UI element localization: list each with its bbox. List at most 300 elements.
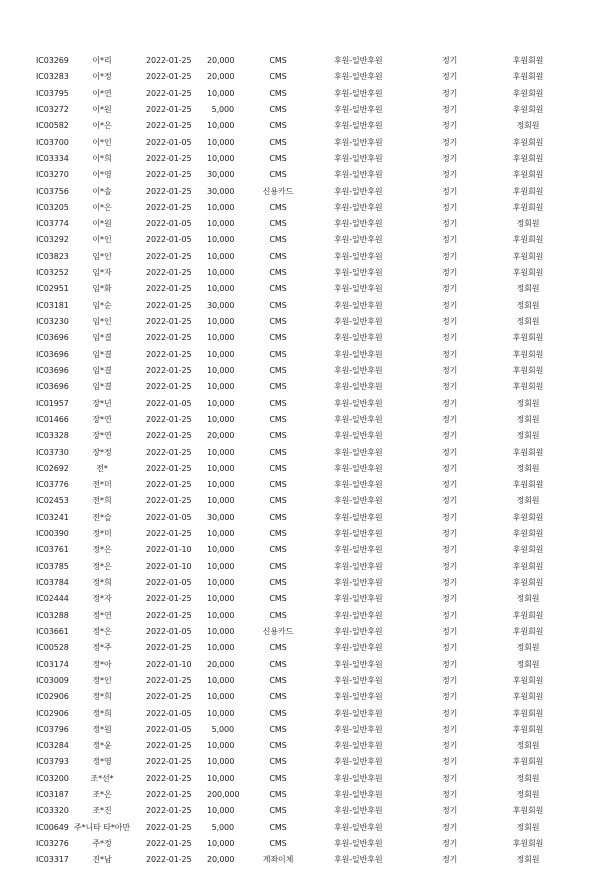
member-id-cell: IC03230 — [36, 317, 69, 326]
donation-type-cell: 후원-일반후원 — [334, 594, 383, 604]
table-row: IC00582 이*은 2022-01-25 10,000 CMS 후원-일반후원 정기 정회원 — [0, 118, 600, 134]
member-id-cell: IC03334 — [36, 153, 69, 163]
cycle-cell: 정기 — [442, 447, 458, 457]
table-row: IC03317 진*남 2022-01-25 20,000 계좌이체 후원-일반후원 정기 정회원 — [0, 852, 600, 868]
payment-date-cell: 2022-01-25 — [146, 153, 192, 163]
amount-cell: 10,000 — [207, 137, 235, 147]
amount-cell: 10,000 — [207, 757, 235, 767]
member-id-cell: IC03317 — [36, 855, 69, 865]
donation-type-cell: 후원-일반후원 — [334, 365, 383, 375]
member-id-cell: IC03205 — [36, 202, 69, 212]
payment-date-cell: 2022-01-25 — [146, 594, 192, 604]
member-id-cell: IC03284 — [36, 741, 69, 751]
payment-date-cell: 2022-01-25 — [146, 300, 192, 310]
member-id-cell: IC02692 — [36, 463, 69, 473]
amount-cell: 10,000 — [207, 463, 235, 473]
donation-type-cell: 후원-일반후원 — [334, 72, 383, 82]
amount-cell: 10,000 — [207, 626, 235, 636]
member-id-cell: IC03776 — [36, 480, 69, 490]
cycle-cell: 정기 — [442, 333, 458, 343]
table-row: IC02453 전*희 2022-01-25 10,000 CMS 후원-일반후원 정기 정회원 — [0, 493, 600, 509]
amount-cell: 20,000 — [207, 56, 235, 65]
table-row: IC03774 이*원 2022-01-05 10,000 CMS 후원-일반후원 정기 정회원 — [0, 216, 600, 232]
amount-cell: 10,000 — [207, 806, 235, 816]
member-id-cell: IC03320 — [36, 806, 69, 816]
amount-cell: 10,000 — [207, 447, 235, 457]
member-id-cell: IC03292 — [36, 235, 69, 245]
member-id-cell: IC00649 — [36, 822, 69, 832]
member-id-cell: IC03200 — [36, 773, 69, 783]
payment-date-cell: 2022-01-25 — [146, 463, 192, 473]
cycle-cell: 정기 — [442, 643, 458, 653]
member-id-cell: IC03270 — [36, 170, 69, 180]
table-row: IC03796 정*원 2022-01-05 5,000 CMS 후원-일반후원 정기 후원회원 — [0, 722, 600, 738]
member-id-cell: IC03793 — [36, 757, 69, 767]
cycle-cell: 정기 — [442, 186, 458, 196]
donation-type-cell: 후원-일반후원 — [334, 88, 383, 98]
amount-cell: 10,000 — [207, 251, 235, 261]
cycle-cell: 정기 — [442, 594, 458, 604]
table-row: IC03288 정*연 2022-01-25 10,000 CMS 후원-일반후원 정기 후원회원 — [0, 608, 600, 624]
payment-date-cell: 2022-01-25 — [146, 692, 192, 702]
table-row: IC03276 주*정 2022-01-25 10,000 CMS 후원-일반후원 정기 후원회원 — [0, 836, 600, 852]
member-id-cell: IC03730 — [36, 447, 69, 457]
table-row: IC03696 임*결 2022-01-25 10,000 CMS 후원-일반후원 정기 후원회원 — [0, 347, 600, 363]
table-row: IC02906 정*희 2022-01-05 10,000 CMS 후원-일반후원 정기 후원회원 — [0, 706, 600, 722]
payment-date-cell: 2022-01-05 — [146, 137, 192, 147]
amount-cell: 10,000 — [207, 643, 235, 653]
payment-date-cell: 2022-01-25 — [146, 610, 192, 620]
amount-cell: 10,000 — [207, 708, 235, 718]
payment-date-cell: 2022-01-25 — [146, 773, 192, 783]
donation-type-cell: 후원-일반후원 — [334, 626, 383, 636]
member-id-cell: IC03823 — [36, 251, 69, 261]
table-row: IC03795 이*연 2022-01-25 10,000 CMS 후원-일반후원 정기 후원회원 — [0, 86, 600, 102]
cycle-cell: 정기 — [442, 431, 458, 441]
donation-type-cell: 후원-일반후원 — [334, 382, 383, 392]
member-id-cell: IC03269 — [36, 56, 69, 65]
payment-date-cell: 2022-01-10 — [146, 659, 192, 669]
payment-date-cell: 2022-01-25 — [146, 104, 192, 114]
payment-date-cell: 2022-01-25 — [146, 284, 192, 294]
cycle-cell: 정기 — [442, 398, 458, 408]
payment-date-cell: 2022-01-25 — [146, 349, 192, 359]
table-row: IC03334 이*희 2022-01-25 10,000 CMS 후원-일반후원 정기 후원회원 — [0, 151, 600, 167]
donation-type-cell: 후원-일반후원 — [334, 790, 383, 800]
amount-cell: 30,000 — [207, 170, 235, 180]
cycle-cell: 정기 — [442, 365, 458, 375]
table-row: IC03292 이*인 2022-01-05 10,000 CMS 후원-일반후원 정기 후원회원 — [0, 232, 600, 248]
payment-date-cell: 2022-01-05 — [146, 708, 192, 718]
member-id-cell: IC03661 — [36, 626, 69, 636]
donation-type-cell: 후원-일반후원 — [334, 741, 383, 751]
amount-cell: 10,000 — [207, 284, 235, 294]
member-id-cell: IC03187 — [36, 790, 69, 800]
table-row: IC03320 조*진 2022-01-25 10,000 CMS 후원-일반후원 정기 후원회원 — [0, 803, 600, 819]
donation-type-cell: 후원-일반후원 — [334, 447, 383, 457]
cycle-cell: 정기 — [442, 675, 458, 685]
member-id-cell: IC03756 — [36, 186, 69, 196]
member-id-cell: IC02453 — [36, 496, 69, 506]
cycle-cell: 정기 — [442, 219, 458, 229]
cycle-cell: 정기 — [442, 414, 458, 424]
amount-cell: 10,000 — [207, 839, 235, 848]
donation-type-cell: 후원-일반후원 — [334, 431, 383, 441]
member-id-cell: IC02444 — [36, 594, 69, 604]
payment-date-cell: 2022-01-25 — [146, 251, 192, 261]
table-row: IC03730 장*정 2022-01-25 10,000 CMS 후원-일반후원 정기 후원회원 — [0, 445, 600, 461]
table-row: IC01957 장*년 2022-01-05 10,000 CMS 후원-일반후원 정기 정회원 — [0, 396, 600, 412]
donation-type-cell: 후원-일반후원 — [334, 268, 383, 278]
amount-cell: 5,000 — [211, 104, 234, 114]
cycle-cell: 정기 — [442, 724, 458, 734]
donation-type-cell: 후원-일반후원 — [334, 512, 383, 522]
payment-date-cell: 2022-01-25 — [146, 480, 192, 490]
amount-cell: 10,000 — [207, 365, 235, 375]
member-id-cell: IC02906 — [36, 708, 69, 718]
table-row: IC03187 조*은 2022-01-25 200,000 CMS 후원-일반후원 정기 정회원 — [0, 787, 600, 803]
cycle-cell: 정기 — [442, 170, 458, 180]
table-row: IC00528 정*주 2022-01-25 10,000 CMS 후원-일반후원 정기 정회원 — [0, 640, 600, 656]
member-id-cell: IC03696 — [36, 333, 69, 343]
donation-type-cell: 후원-일반후원 — [334, 659, 383, 669]
cycle-cell: 정기 — [442, 741, 458, 751]
payment-date-cell: 2022-01-25 — [146, 88, 192, 98]
cycle-cell: 정기 — [442, 251, 458, 261]
table-row: IC02951 임*화 2022-01-25 10,000 CMS 후원-일반후원 정기 정회원 — [0, 281, 600, 297]
payment-date-cell: 2022-01-05 — [146, 235, 192, 245]
payment-date-cell: 2022-01-25 — [146, 741, 192, 751]
table-row: IC03661 정*은 2022-01-05 10,000 신용카드 후원-일반후원 정기 후원회원 — [0, 624, 600, 640]
member-id-cell: IC03696 — [36, 382, 69, 392]
cycle-cell: 정기 — [442, 610, 458, 620]
cycle-cell: 정기 — [442, 692, 458, 702]
donation-type-cell: 후원-일반후원 — [334, 529, 383, 539]
payment-date-cell: 2022-01-25 — [146, 529, 192, 539]
member-id-cell: IC03761 — [36, 545, 69, 555]
cycle-cell: 정기 — [442, 496, 458, 506]
table-row: IC03269 이*리 2022-01-25 20,000 CMS 후원-일반후원 정기 후원회원 — [0, 53, 600, 69]
member-id-cell: IC03174 — [36, 659, 69, 669]
amount-cell: 10,000 — [207, 317, 235, 326]
payment-date-cell: 2022-01-25 — [146, 496, 192, 506]
member-id-cell: IC03774 — [36, 219, 69, 229]
cycle-cell: 정기 — [442, 773, 458, 783]
cycle-cell: 정기 — [442, 202, 458, 212]
table-row: IC03761 정*은 2022-01-10 10,000 CMS 후원-일반후원 정기 후원회원 — [0, 542, 600, 558]
amount-cell: 10,000 — [207, 333, 235, 343]
donation-record-table — [0, 53, 600, 869]
payment-date-cell: 2022-01-25 — [146, 839, 192, 848]
donation-type-cell: 후원-일반후원 — [334, 855, 383, 865]
table-row: IC03776 전*미 2022-01-25 10,000 CMS 후원-일반후원 정기 후원회원 — [0, 477, 600, 493]
cycle-cell: 정기 — [442, 806, 458, 816]
payment-date-cell: 2022-01-25 — [146, 202, 192, 212]
table-row: IC03696 임*결 2022-01-25 10,000 CMS 후원-일반후원 정기 후원회원 — [0, 330, 600, 346]
cycle-cell: 정기 — [442, 104, 458, 114]
cycle-cell: 정기 — [442, 382, 458, 392]
cycle-cell: 정기 — [442, 529, 458, 539]
payment-date-cell: 2022-01-05 — [146, 724, 192, 734]
cycle-cell: 정기 — [442, 300, 458, 310]
amount-cell: 20,000 — [207, 855, 235, 865]
cycle-cell: 정기 — [442, 561, 458, 571]
donation-type-cell: 후원-일반후원 — [334, 545, 383, 555]
amount-cell: 5,000 — [211, 724, 234, 734]
donation-type-cell: 후원-일반후원 — [334, 822, 383, 832]
cycle-cell: 정기 — [442, 480, 458, 490]
payment-date-cell: 2022-01-25 — [146, 643, 192, 653]
amount-cell: 10,000 — [207, 414, 235, 424]
amount-cell: 10,000 — [207, 578, 235, 587]
donation-type-cell: 후원-일반후원 — [334, 692, 383, 702]
amount-cell: 10,000 — [207, 398, 235, 408]
donation-type-cell: 후원-일반후원 — [334, 317, 383, 326]
donation-type-cell: 후원-일반후원 — [334, 610, 383, 620]
table-row: IC03756 이*솔 2022-01-25 30,000 신용카드 후원-일반후원 정기 후원회원 — [0, 184, 600, 200]
member-id-cell: IC03696 — [36, 349, 69, 359]
cycle-cell: 정기 — [442, 268, 458, 278]
donation-type-cell: 후원-일반후원 — [334, 186, 383, 196]
table-row: IC03696 임*결 2022-01-25 10,000 CMS 후원-일반후원 정기 후원회원 — [0, 379, 600, 395]
amount-cell: 10,000 — [207, 594, 235, 604]
amount-cell: 10,000 — [207, 153, 235, 163]
table-row: IC03284 정*윤 2022-01-25 10,000 CMS 후원-일반후원 정기 정회원 — [0, 738, 600, 754]
table-row: IC03283 이*정 2022-01-25 20,000 CMS 후원-일반후원 정기 후원회원 — [0, 69, 600, 85]
cycle-cell: 정기 — [442, 56, 458, 65]
payment-date-cell: 2022-01-25 — [146, 414, 192, 424]
table-row: IC02692 전* 2022-01-25 10,000 CMS 후원-일반후원 정기 정회원 — [0, 461, 600, 477]
payment-date-cell: 2022-01-25 — [146, 186, 192, 196]
donation-type-cell: 후원-일반후원 — [334, 496, 383, 506]
amount-cell: 10,000 — [207, 545, 235, 555]
donation-type-cell: 후원-일반후원 — [334, 300, 383, 310]
member-id-cell: IC03328 — [36, 431, 69, 441]
amount-cell: 10,000 — [207, 235, 235, 245]
member-id-cell: IC03283 — [36, 72, 69, 82]
table-row: IC03785 정*은 2022-01-10 10,000 CMS 후원-일반후원 정기 후원회원 — [0, 559, 600, 575]
member-id-cell: IC03241 — [36, 512, 69, 522]
amount-cell: 20,000 — [207, 431, 235, 441]
donation-type-cell: 후원-일반후원 — [334, 235, 383, 245]
member-id-cell: IC03784 — [36, 578, 69, 587]
payment-date-cell: 2022-01-25 — [146, 333, 192, 343]
amount-cell: 10,000 — [207, 88, 235, 98]
amount-cell: 200,000 — [207, 790, 240, 800]
cycle-cell: 정기 — [442, 790, 458, 800]
member-id-cell: IC00390 — [36, 529, 69, 539]
table-row: IC03328 장*연 2022-01-25 20,000 CMS 후원-일반후원 정기 정회원 — [0, 428, 600, 444]
amount-cell: 30,000 — [207, 186, 235, 196]
payment-date-cell: 2022-01-25 — [146, 72, 192, 82]
amount-cell: 10,000 — [207, 610, 235, 620]
donation-type-cell: 후원-일반후원 — [334, 643, 383, 653]
payment-date-cell: 2022-01-25 — [146, 317, 192, 326]
cycle-cell: 정기 — [442, 545, 458, 555]
payment-date-cell: 2022-01-25 — [146, 790, 192, 800]
member-id-cell: IC01957 — [36, 398, 69, 408]
amount-cell: 10,000 — [207, 219, 235, 229]
donation-type-cell: 후원-일반후원 — [334, 349, 383, 359]
payment-date-cell: 2022-01-25 — [146, 675, 192, 685]
member-id-cell: IC03181 — [36, 300, 69, 310]
payment-date-cell: 2022-01-25 — [146, 855, 192, 865]
payment-date-cell: 2022-01-25 — [146, 447, 192, 457]
donation-type-cell: 후원-일반후원 — [334, 284, 383, 294]
payment-date-cell: 2022-01-25 — [146, 365, 192, 375]
payment-date-cell: 2022-01-05 — [146, 626, 192, 636]
table-row: IC00649 주*니타 타*아만 2022-01-25 5,000 CMS 후원-일반후원 정기 정회원 — [0, 820, 600, 836]
donation-type-cell: 후원-일반후원 — [334, 170, 383, 180]
cycle-cell: 정기 — [442, 512, 458, 522]
donation-type-cell: 후원-일반후원 — [334, 675, 383, 685]
donation-type-cell: 후원-일반후원 — [334, 202, 383, 212]
cycle-cell: 정기 — [442, 137, 458, 147]
table-row: IC03270 이*영 2022-01-25 30,000 CMS 후원-일반후원 정기 후원회원 — [0, 167, 600, 183]
cycle-cell: 정기 — [442, 235, 458, 245]
member-id-cell: IC03785 — [36, 561, 69, 571]
cycle-cell: 정기 — [442, 659, 458, 669]
table-row: IC03174 정*아 2022-01-10 20,000 CMS 후원-일반후원 정기 정회원 — [0, 657, 600, 673]
table-row: IC02444 정*자 2022-01-25 10,000 CMS 후원-일반후원 정기 정회원 — [0, 591, 600, 607]
cycle-cell: 정기 — [442, 708, 458, 718]
amount-cell: 10,000 — [207, 692, 235, 702]
cycle-cell: 정기 — [442, 317, 458, 326]
table-row: IC03181 임*순 2022-01-25 30,000 CMS 후원-일반후원 정기 정회원 — [0, 298, 600, 314]
cycle-cell: 정기 — [442, 284, 458, 294]
donation-type-cell: 후원-일반후원 — [334, 219, 383, 229]
table-row: IC03230 임*인 2022-01-25 10,000 CMS 후원-일반후원 정기 정회원 — [0, 314, 600, 330]
donation-type-cell: 후원-일반후원 — [334, 561, 383, 571]
member-id-cell: IC01466 — [36, 414, 69, 424]
donation-type-cell: 후원-일반후원 — [334, 724, 383, 734]
table-row: IC03252 임*자 2022-01-25 10,000 CMS 후원-일반후원 정기 후원회원 — [0, 265, 600, 281]
member-id-cell: IC02906 — [36, 692, 69, 702]
donation-type-cell: 후원-일반후원 — [334, 56, 383, 65]
table-row: IC03272 이*원 2022-01-25 5,000 CMS 후원-일반후원 정기 후원회원 — [0, 102, 600, 118]
donation-type-cell: 후원-일반후원 — [334, 757, 383, 767]
amount-cell: 10,000 — [207, 675, 235, 685]
cycle-cell: 정기 — [442, 72, 458, 82]
table-row: IC03205 이*은 2022-01-25 10,000 CMS 후원-일반후원 정기 후원회원 — [0, 200, 600, 216]
donation-type-cell: 후원-일반후원 — [334, 121, 383, 131]
payment-date-cell: 2022-01-25 — [146, 382, 192, 392]
payment-date-cell: 2022-01-05 — [146, 398, 192, 408]
member-id-cell: IC00528 — [36, 643, 69, 653]
member-id-cell: IC03795 — [36, 88, 69, 98]
amount-cell: 30,000 — [207, 300, 235, 310]
cycle-cell: 정기 — [442, 88, 458, 98]
table-row: IC00390 정*미 2022-01-25 10,000 CMS 후원-일반후원 정기 후원회원 — [0, 526, 600, 542]
cycle-cell: 정기 — [442, 855, 458, 865]
cycle-cell: 정기 — [442, 757, 458, 767]
donation-type-cell: 후원-일반후원 — [334, 398, 383, 408]
amount-cell: 20,000 — [207, 72, 235, 82]
donation-type-cell: 후원-일반후원 — [334, 773, 383, 783]
amount-cell: 10,000 — [207, 121, 235, 131]
payment-date-cell: 2022-01-05 — [146, 512, 192, 522]
member-id-cell: IC03696 — [36, 365, 69, 375]
member-id-cell: IC03272 — [36, 104, 69, 114]
payment-date-cell: 2022-01-25 — [146, 431, 192, 441]
payment-date-cell: 2022-01-25 — [146, 806, 192, 816]
cycle-cell: 정기 — [442, 578, 458, 587]
donation-type-cell: 후원-일반후원 — [334, 480, 383, 490]
amount-cell: 10,000 — [207, 773, 235, 783]
payment-date-cell: 2022-01-25 — [146, 121, 192, 131]
amount-cell: 10,000 — [207, 561, 235, 571]
cycle-cell: 정기 — [442, 463, 458, 473]
table-row: IC03241 전*슬 2022-01-05 30,000 CMS 후원-일반후원 정기 후원회원 — [0, 510, 600, 526]
amount-cell: 10,000 — [207, 480, 235, 490]
amount-cell: 10,000 — [207, 349, 235, 359]
table-row: IC03793 정*영 2022-01-25 10,000 CMS 후원-일반후원 정기 후원회원 — [0, 754, 600, 770]
donation-type-cell: 후원-일반후원 — [334, 414, 383, 424]
payment-date-cell: 2022-01-25 — [146, 170, 192, 180]
payment-date-cell: 2022-01-25 — [146, 757, 192, 767]
amount-cell: 10,000 — [207, 382, 235, 392]
cycle-cell: 정기 — [442, 822, 458, 832]
donation-type-cell: 후원-일반후원 — [334, 463, 383, 473]
payment-date-cell: 2022-01-25 — [146, 56, 192, 65]
donation-type-cell: 후원-일반후원 — [334, 153, 383, 163]
donation-type-cell: 후원-일반후원 — [334, 333, 383, 343]
payment-date-cell: 2022-01-25 — [146, 268, 192, 278]
member-id-cell: IC00582 — [36, 121, 69, 131]
donation-type-cell: 후원-일반후원 — [334, 839, 383, 848]
member-id-cell: IC03009 — [36, 675, 69, 685]
table-row: IC03009 정*인 2022-01-25 10,000 CMS 후원-일반후원 정기 후원회원 — [0, 673, 600, 689]
table-row: IC03200 조*선* 2022-01-25 10,000 CMS 후원-일반후원 정기 정회원 — [0, 771, 600, 787]
table-row: IC03700 이*인 2022-01-05 10,000 CMS 후원-일반후원 정기 후원회원 — [0, 135, 600, 151]
amount-cell: 10,000 — [207, 741, 235, 751]
cycle-cell: 정기 — [442, 121, 458, 131]
cycle-cell: 정기 — [442, 626, 458, 636]
table-row: IC03823 임*인 2022-01-25 10,000 CMS 후원-일반후원 정기 후원회원 — [0, 249, 600, 265]
member-id-cell: IC03700 — [36, 137, 69, 147]
payment-date-cell: 2022-01-05 — [146, 219, 192, 229]
amount-cell: 10,000 — [207, 529, 235, 539]
payment-date-cell: 2022-01-10 — [146, 545, 192, 555]
payment-date-cell: 2022-01-05 — [146, 578, 192, 587]
table-row: IC02906 정*희 2022-01-25 10,000 CMS 후원-일반후원 정기 후원회원 — [0, 689, 600, 705]
member-id-cell: IC03288 — [36, 610, 69, 620]
payment-date-cell: 2022-01-25 — [146, 822, 192, 832]
cycle-cell: 정기 — [442, 153, 458, 163]
amount-cell: 30,000 — [207, 512, 235, 522]
amount-cell: 10,000 — [207, 268, 235, 278]
table-row: IC01466 장*연 2022-01-25 10,000 CMS 후원-일반후원 정기 정회원 — [0, 412, 600, 428]
payment-date-cell: 2022-01-10 — [146, 561, 192, 571]
donation-type-cell: 후원-일반후원 — [334, 251, 383, 261]
amount-cell: 10,000 — [207, 496, 235, 506]
cycle-cell: 정기 — [442, 839, 458, 848]
member-id-cell: IC03796 — [36, 724, 69, 734]
donation-type-cell: 후원-일반후원 — [334, 708, 383, 718]
donation-type-cell: 후원-일반후원 — [334, 137, 383, 147]
amount-cell: 20,000 — [207, 659, 235, 669]
amount-cell: 10,000 — [207, 202, 235, 212]
amount-cell: 5,000 — [211, 822, 234, 832]
member-id-cell: IC03276 — [36, 839, 69, 848]
member-id-cell: IC03252 — [36, 268, 69, 278]
donation-type-cell: 후원-일반후원 — [334, 104, 383, 114]
donation-type-cell: 후원-일반후원 — [334, 578, 383, 587]
donation-type-cell: 후원-일반후원 — [334, 806, 383, 816]
member-id-cell: IC02951 — [36, 284, 69, 294]
table-row: IC03784 정*희 2022-01-05 10,000 CMS 후원-일반후원 정기 후원회원 — [0, 575, 600, 591]
cycle-cell: 정기 — [442, 349, 458, 359]
